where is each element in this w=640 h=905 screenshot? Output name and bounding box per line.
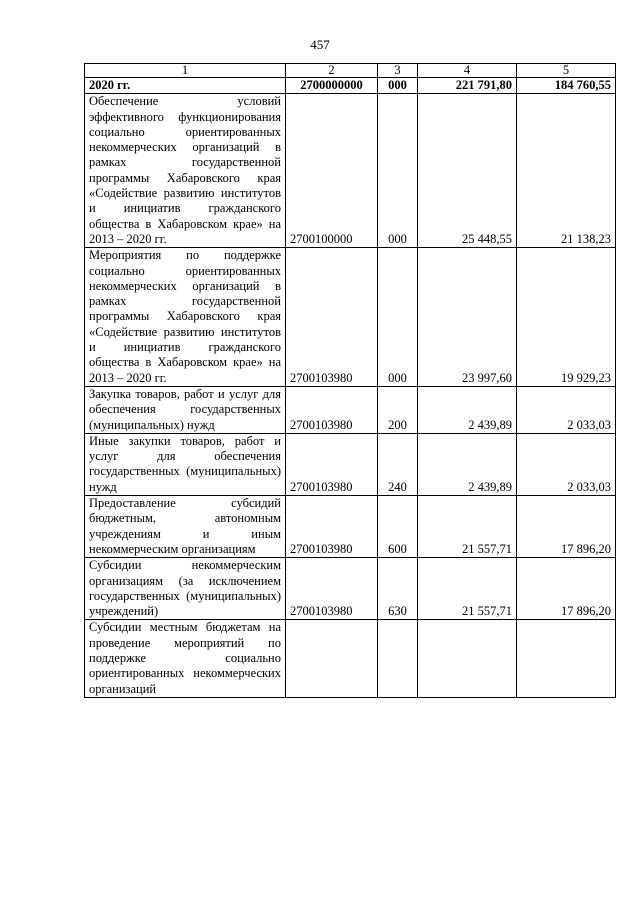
table-row bbox=[85, 386, 616, 433]
table-row-program-total bbox=[85, 78, 616, 94]
column-number-2: 2 bbox=[286, 64, 378, 78]
row-expense-type: 600 bbox=[378, 496, 418, 558]
row-name: Предоставление субсидий бюджетным, автономным учреждениям и иным некоммерческим организациям bbox=[85, 496, 286, 558]
budget-table bbox=[84, 63, 616, 698]
row-amount-col4: 21 557,71 bbox=[418, 558, 517, 620]
row-target-code: 2700103980 bbox=[286, 248, 378, 387]
row-target-code: 2700103980 bbox=[286, 496, 378, 558]
row-name: Субсидии некоммерческим организациям (за исключением государственных (муниципальных) учреждений) bbox=[85, 558, 286, 620]
row-amount-col5 bbox=[517, 620, 616, 697]
row-target-code bbox=[286, 620, 378, 697]
row-expense-type: 000 bbox=[378, 78, 418, 94]
row-target-code: 2700103980 bbox=[286, 433, 378, 495]
row-name: Иные закупки товаров, работ и услуг для обеспечения государственных (муниципальных) нужд bbox=[85, 433, 286, 495]
row-name: Обеспечение условий эффективного функционирования социально ориентированных некоммерческих организаций в рамках государственной программы Хабаровского края «Содействие развитию институтов и инициатив гражданского общества в Хабаровском крае» на 2013 – 2020 гг. bbox=[85, 94, 286, 248]
row-amount-col4: 2 439,89 bbox=[418, 433, 517, 495]
row-amount-col5: 2 033,03 bbox=[517, 433, 616, 495]
row-target-code: 2700000000 bbox=[286, 78, 378, 94]
row-amount-col5: 19 929,23 bbox=[517, 248, 616, 387]
table-row bbox=[85, 620, 616, 697]
row-expense-type: 630 bbox=[378, 558, 418, 620]
row-name: 2020 гг. bbox=[85, 78, 286, 94]
row-amount-col5: 2 033,03 bbox=[517, 386, 616, 433]
table-row bbox=[85, 496, 616, 558]
row-amount-col4: 221 791,80 bbox=[418, 78, 517, 94]
row-amount-col4: 25 448,55 bbox=[418, 94, 517, 248]
column-number-5: 5 bbox=[517, 64, 616, 78]
row-amount-col4: 2 439,89 bbox=[418, 386, 517, 433]
row-amount-col4: 23 997,60 bbox=[418, 248, 517, 387]
row-expense-type: 000 bbox=[378, 248, 418, 387]
row-amount-col5: 17 896,20 bbox=[517, 496, 616, 558]
column-number-4: 4 bbox=[418, 64, 517, 78]
row-name: Субсидии местным бюджетам на проведение мероприятий по поддержке социально ориентированных некоммерческих организаций bbox=[85, 620, 286, 697]
row-target-code: 2700103980 bbox=[286, 558, 378, 620]
row-amount-col4 bbox=[418, 620, 517, 697]
row-amount-col5: 17 896,20 bbox=[517, 558, 616, 620]
row-expense-type: 200 bbox=[378, 386, 418, 433]
table-row bbox=[85, 248, 616, 387]
column-number-1: 1 bbox=[85, 64, 286, 78]
page-number: 457 bbox=[310, 37, 330, 52]
row-target-code: 2700103980 bbox=[286, 386, 378, 433]
row-amount-col5: 184 760,55 bbox=[517, 78, 616, 94]
row-amount-col4: 21 557,71 bbox=[418, 496, 517, 558]
row-target-code: 2700100000 bbox=[286, 94, 378, 248]
row-amount-col5: 21 138,23 bbox=[517, 94, 616, 248]
row-name: Мероприятия по поддержке социально ориентированных некоммерческих организаций в рамках государственной программы Хабаровского края «Содействие развитию институтов и инициатив гражданского общества в Хабаровском крае» на 2013 – 2020 гг. bbox=[85, 248, 286, 387]
table-row bbox=[85, 558, 616, 620]
column-number-row bbox=[85, 64, 616, 78]
table-row bbox=[85, 94, 616, 248]
row-name: Закупка товаров, работ и услуг для обеспечения государственных (муниципальных) нужд bbox=[85, 386, 286, 433]
row-expense-type: 000 bbox=[378, 94, 418, 248]
column-number-3: 3 bbox=[378, 64, 418, 78]
row-expense-type: 240 bbox=[378, 433, 418, 495]
table-row bbox=[85, 433, 616, 495]
row-expense-type bbox=[378, 620, 418, 697]
